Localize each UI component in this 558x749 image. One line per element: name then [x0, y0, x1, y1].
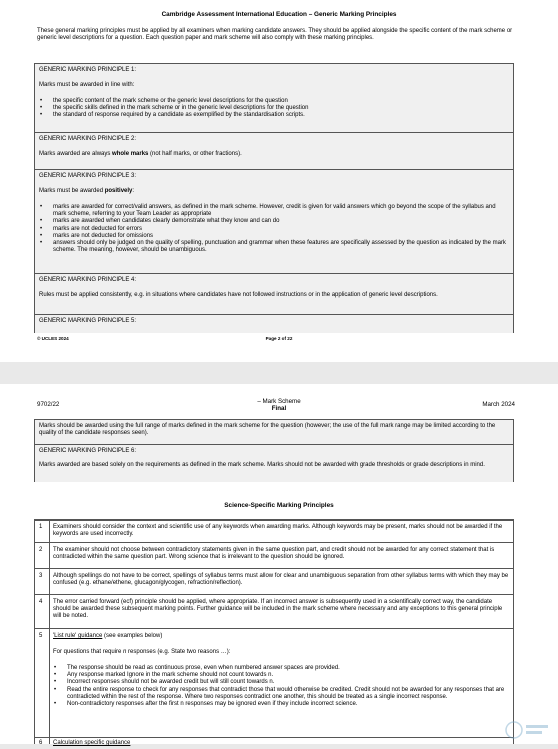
principle-4-cell: [35, 273, 513, 314]
text-span: (see examples below): [102, 633, 163, 639]
principle-5-body-cell: [35, 420, 513, 444]
text-span: (not half marks, or other fractions).: [148, 151, 242, 157]
principles-table: [34, 63, 514, 333]
watermark-logo: [504, 720, 552, 740]
row-text: Examiners should consider the context and scientific use of any keywords when awarding marks. Although keywords may be present, marks should not be awarded if the keywords are used incorrectly.: [53, 524, 503, 538]
list-rule-lead: [53, 649, 509, 656]
list-item: • The response should be read as continuous prose, even when numbered answer spaces are provided.: [53, 665, 509, 672]
document-page-1: [0, 0, 558, 362]
principle-3-cell: [35, 169, 513, 273]
syllabus-code: 9702/22: [37, 401, 60, 408]
table-row: [35, 542, 513, 568]
table-row-list-rule: [35, 628, 513, 737]
principle-1-cell: [35, 64, 513, 132]
list-item: • marks are not deducted for errors: [39, 226, 509, 233]
bold-text: whole marks: [112, 151, 149, 157]
text-span: :: [132, 188, 135, 194]
principle-3-heading: GENERIC MARKING PRINCIPLE 3:: [39, 173, 137, 179]
principle-2-text: [39, 151, 509, 158]
underlined-heading: 'List rule' guidance: [53, 633, 103, 639]
header-center-line-2: Final: [271, 405, 287, 412]
bold-text: positively: [104, 188, 133, 194]
text-span: responses (e.g. State two reasons …):: [126, 649, 231, 655]
page-number: Page 2 of 22: [265, 336, 293, 341]
table-row: [35, 594, 513, 628]
row-number: 2: [39, 547, 43, 553]
row-number: 5: [39, 633, 43, 639]
principle-3-list: [39, 204, 509, 254]
exam-date: March 2024: [482, 401, 515, 408]
list-item: • marks are not deducted for omissions: [39, 233, 509, 240]
principle-1-list: [39, 98, 509, 120]
text-span: Marks must be awarded: [39, 188, 105, 194]
list-item: • Incorrect responses should not be awarded credit but will still count towards n.: [53, 679, 509, 686]
page-title: Cambridge Assessment International Education – Generic Marking Principles: [161, 11, 397, 18]
principle-1-lead: Marks must be awarded in line with:: [39, 82, 135, 88]
intro-paragraph: These general marking principles must be applied by all examiners when marking candidate answers. They should be applied alongside the specific content of the mark scheme or generic level descriptions for a question. Each question paper and mark scheme will also comply with these marking principles.: [37, 28, 513, 42]
list-item: • marks are awarded for correct/valid answers, as defined in the mark scheme. However, credit is given for valid answers which go beyond the scope of the syllabus and mark scheme, referring to your Team Leader as appropriate: [39, 204, 509, 218]
principle-3-lead: [39, 188, 509, 195]
document-page-2: [0, 384, 558, 744]
science-principles-table: [34, 519, 514, 744]
row-number: 6: [39, 740, 43, 746]
list-rule-heading: [53, 633, 509, 640]
header-center-line-1: – Mark Scheme: [257, 398, 301, 405]
copyright-footer: © UCLES 2024: [37, 336, 69, 341]
row-number: 3: [39, 573, 43, 579]
list-rule-items: [53, 665, 509, 708]
science-section-title: Science-Specific Marking Principles: [224, 502, 334, 509]
row-number: 1: [39, 524, 43, 530]
principle-2-heading: GENERIC MARKING PRINCIPLE 2:: [39, 136, 137, 142]
list-item: • Any response marked Ignore in the mark scheme should not count towards n.: [53, 672, 509, 679]
principle-6-cell: [35, 444, 513, 482]
row-text: Although spellings do not have to be correct, spellings of syllabus terms must allow for clear and unambiguous separation from other syllabus terms with which they may be confused (e.g. ethane/ethene, glucagon/glycogen, refraction/reflection).: [53, 573, 509, 587]
principles-table-continued: [34, 419, 514, 482]
text-span: Marks awarded are always: [39, 151, 113, 157]
italic-n: n: [123, 649, 127, 655]
row-text: The error carried forward (ecf) principle should be applied, where appropriate. If an incorrect answer is subsequently used in a scientifically correct way, the candidate should be awarded these subsequent marking points. Further guidance will be included in the mark scheme where necessary and any exceptions to this general principle will be noted.: [53, 599, 503, 620]
list-item: • the specific skills defined in the mark scheme or in the generic level descriptions for the question: [39, 105, 509, 112]
principle-6-text: Marks awarded are based solely on the requirements as defined in the mark scheme. Marks should not be awarded with grade thresholds or grade descriptions in mind.: [39, 462, 485, 468]
underlined-heading: Calculation specific guidance: [53, 740, 131, 746]
table-row: [35, 520, 513, 542]
table-row-calculation: [35, 737, 513, 749]
principle-5-heading: GENERIC MARKING PRINCIPLE 5:: [39, 318, 137, 324]
principle-5-text: Marks should be awarded using the full range of marks defined in the mark scheme for the question (however; the use of the full mark range may be limited according to the quality of the candidate responses seen).: [39, 423, 496, 437]
principle-4-heading: GENERIC MARKING PRINCIPLE 4:: [39, 277, 137, 283]
list-item: • the standard of response required by a candidate as exemplified by the standardisation scripts.: [39, 112, 509, 119]
list-item: • answers should only be judged on the quality of spelling, punctuation and grammar when these features are specifically assessed by the question as indicated by the mark scheme. The meaning, however, should be unambiguous.: [39, 240, 509, 254]
list-item: • Read the entire response to check for any responses that contradict those that would otherwise be credited. Credit should not be awarded for any responses that are contradicted within the rest of the response. Where two responses contradict one another, this should be treated as a single incorrect response.: [53, 687, 509, 701]
list-item: • marks are awarded when candidates clearly demonstrate what they know and can do: [39, 218, 509, 225]
row-number: 4: [39, 599, 43, 605]
principle-6-heading: GENERIC MARKING PRINCIPLE 6:: [39, 448, 137, 454]
table-row: [35, 568, 513, 594]
principle-2-cell: [35, 132, 513, 169]
principle-1-heading: GENERIC MARKING PRINCIPLE 1:: [39, 67, 137, 73]
list-item: • Non-contradictory responses after the first n responses may be ignored even if they include incorrect science.: [53, 701, 509, 708]
row-text: The examiner should not choose between contradictory statements given in the same question part, and credit should not be awarded for any correct statement that is contradicted within the same question part. Wrong science that is irrelevant to the question should be ignored.: [53, 547, 495, 561]
text-span: For questions that require: [53, 649, 124, 655]
principle-5-cell: [35, 314, 513, 333]
list-item: • the specific content of the mark scheme or the generic level descriptions for the question: [39, 98, 509, 105]
principle-4-text: Rules must be applied consistently, e.g. in situations where candidates have not followed instructions or in the application of generic level descriptions.: [39, 292, 438, 298]
